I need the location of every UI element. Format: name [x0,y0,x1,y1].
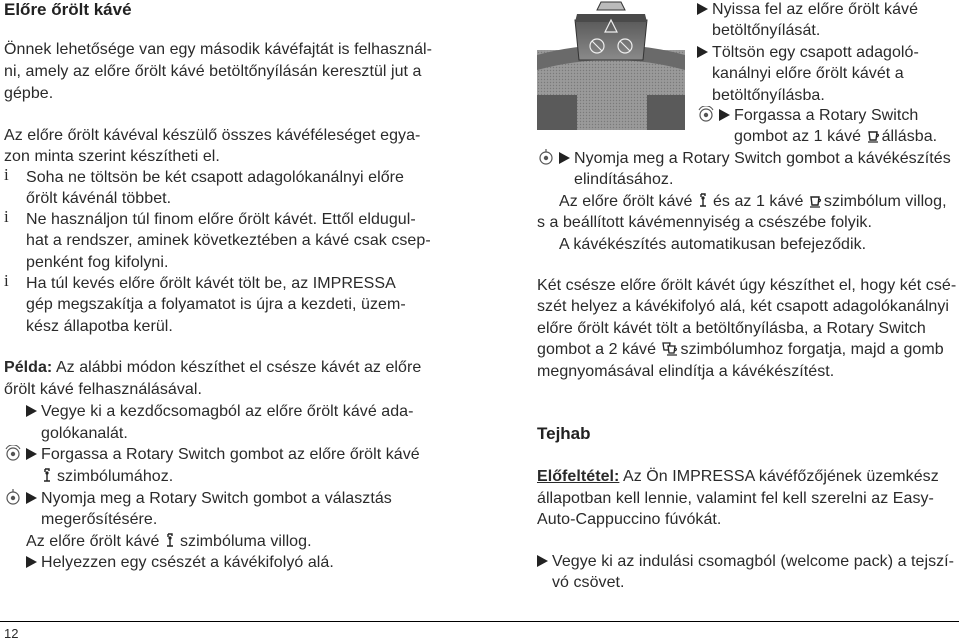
play-triangle-icon [26,405,37,417]
info-icon: i [4,207,9,226]
info-icon: i [4,271,9,290]
one-cup-icon [809,192,823,208]
r-step-2-line-3: betöltőnyílásba. [712,87,825,104]
ground-coffee-spoon-icon [42,467,56,483]
r-note-line-2: s a beállított kávémennyiség a csészébe folyik. [537,214,872,231]
prereq-label: Előfeltétel: [537,468,620,485]
rotary-switch-turn-icon [697,106,715,124]
step-1-line-2: golókanalát. [41,425,128,442]
example-line-2: őrölt kávé felhasználásával. [4,381,202,398]
two-cups-line-2: szét helyez a kávékifolyó alá, két csapott adagolókanálnyi [537,298,950,315]
info2-line-2: hat a rendszer, aminek következtében a kávé csak csep- [26,232,431,249]
step-2-line-1: Forgassa a Rotary Switch gombot az előre őrölt kávé [26,445,420,465]
info3-line-2: gép megszakítja a folyamatot is újra a kezdeti, üzem- [26,296,406,313]
r-step-2-line-2: kanálnyi előre őrölt kávét a [712,65,904,82]
para2-line-1: Az előre őrölt kávéval készülő összes kávéféleséget egya- [4,127,421,144]
intro-line-1: Önnek lehetősége van egy második kávéfajtát is felhasznál- [4,41,433,58]
prereq-line-2: állapotban kell lennie, valamint fel kell szerelni az Easy- [537,490,934,507]
step-1-line-1: Vegye ki a kezdőcsomagból az előre őrölt kávé ada- [26,402,414,422]
info3-line-3: kész állapotba kerül. [26,318,173,335]
last-step-line-2: vó csövet. [552,574,625,591]
info1-line-2: őrölt kávénál többet. [26,190,172,207]
step-2-line-2: szimbólumához. [41,467,173,487]
play-triangle-icon [697,3,708,15]
two-cups-line-5: megnyomásával elindítja a kávékészítést. [537,363,835,380]
two-cups-line-4: gombot a 2 kávé szimbólumhoz forgatja, majd a gomb [537,341,944,358]
section-title: Előre őrölt kávé [4,0,132,19]
r-step-3-line-2: gombot az 1 kávé állásba. [734,128,938,145]
footer-divider [0,621,959,622]
prereq-line-1: Előfeltétel: Az Ön IMPRESSA kávéfőzőjének üzemkész [537,468,939,485]
page-number: 12 [4,626,19,641]
ground-coffee-spoon-icon [698,192,712,208]
rotary-switch-press-icon [537,149,555,167]
two-cups-line-1: Két csésze előre őrölt kávét úgy készíthet el, hogy két csé- [537,277,957,294]
r-step-2-line-1: Töltsön egy csapott adagoló- [697,43,919,63]
info2-line-3: penként fog kifolyni. [26,254,169,271]
r-step-1-line-1: Nyissa fel az előre őrölt kávé [697,0,918,20]
intro-line-2: ni, amely az előre őrölt kávé betöltőnyílásán keresztül jut a [4,63,422,80]
info1-line-1: Soha ne töltsön be két csapott adagolókanálnyi előre [26,169,404,186]
r-step-1-line-2: betöltőnyílását. [712,22,821,39]
play-triangle-icon [26,448,37,460]
play-triangle-icon [559,152,570,164]
example-text: Az alábbi módon készíthet el csésze kávét az előre [52,359,422,376]
step-3-line-2: megerősítésére. [41,511,158,528]
coffee-machine-illustration [537,0,685,130]
last-step-line-1: Vegye ki az indulási csomagból (welcome pack) a tejszí- [537,552,954,572]
info3-line-1: Ha túl kevés előre őrölt kávét tölt be, az IMPRESSA [26,275,396,292]
play-triangle-icon [26,556,37,568]
rotary-switch-turn-icon [4,445,22,463]
one-cup-icon [867,127,881,143]
r-note-line-3: A kávékészítés automatikusan befejeződik. [559,236,867,253]
tejhab-title: Tejhab [537,424,591,443]
prereq-line-3: Auto-Cappuccino fúvókát. [537,511,722,528]
info2-line-1: Ne használjon túl finom előre őrölt kávét. Ettől eldugul- [26,211,416,228]
r-step-4-line-1: Nyomja meg a Rotary Switch gombot a kávékészítés [559,149,951,169]
example-line-1 [4,358,421,378]
rotary-switch-press-icon [4,489,22,507]
info-icon: i [4,165,9,184]
two-cups-line-3: előre őrölt kávét tölt a betöltőnyílásba, a Rotary Switch [537,320,926,337]
step-4: Helyezzen egy csészét a kávékifolyó alá. [26,553,334,573]
r-note-line-1: Az előre őrölt kávé és az 1 kávé szimbólum villog, [559,193,947,210]
para2-line-2: zon minta szerint készítheti el. [4,148,220,165]
ground-coffee-spoon-icon [165,532,179,548]
play-triangle-icon [537,555,548,567]
play-triangle-icon [26,492,37,504]
intro-line-3: gépbe. [4,85,54,102]
example-label: Példa: [4,359,53,376]
play-triangle-icon [697,46,708,58]
play-triangle-icon [719,109,730,121]
r-step-4-line-2: elindításához. [574,171,674,188]
two-cups-icon [662,340,680,356]
r-step-3-line-1: Forgassa a Rotary Switch [719,106,918,126]
step-3-line-1: Nyomja meg a Rotary Switch gombot a választás [26,489,392,509]
note-1: Az előre őrölt kávé szimbóluma villog. [26,533,312,550]
